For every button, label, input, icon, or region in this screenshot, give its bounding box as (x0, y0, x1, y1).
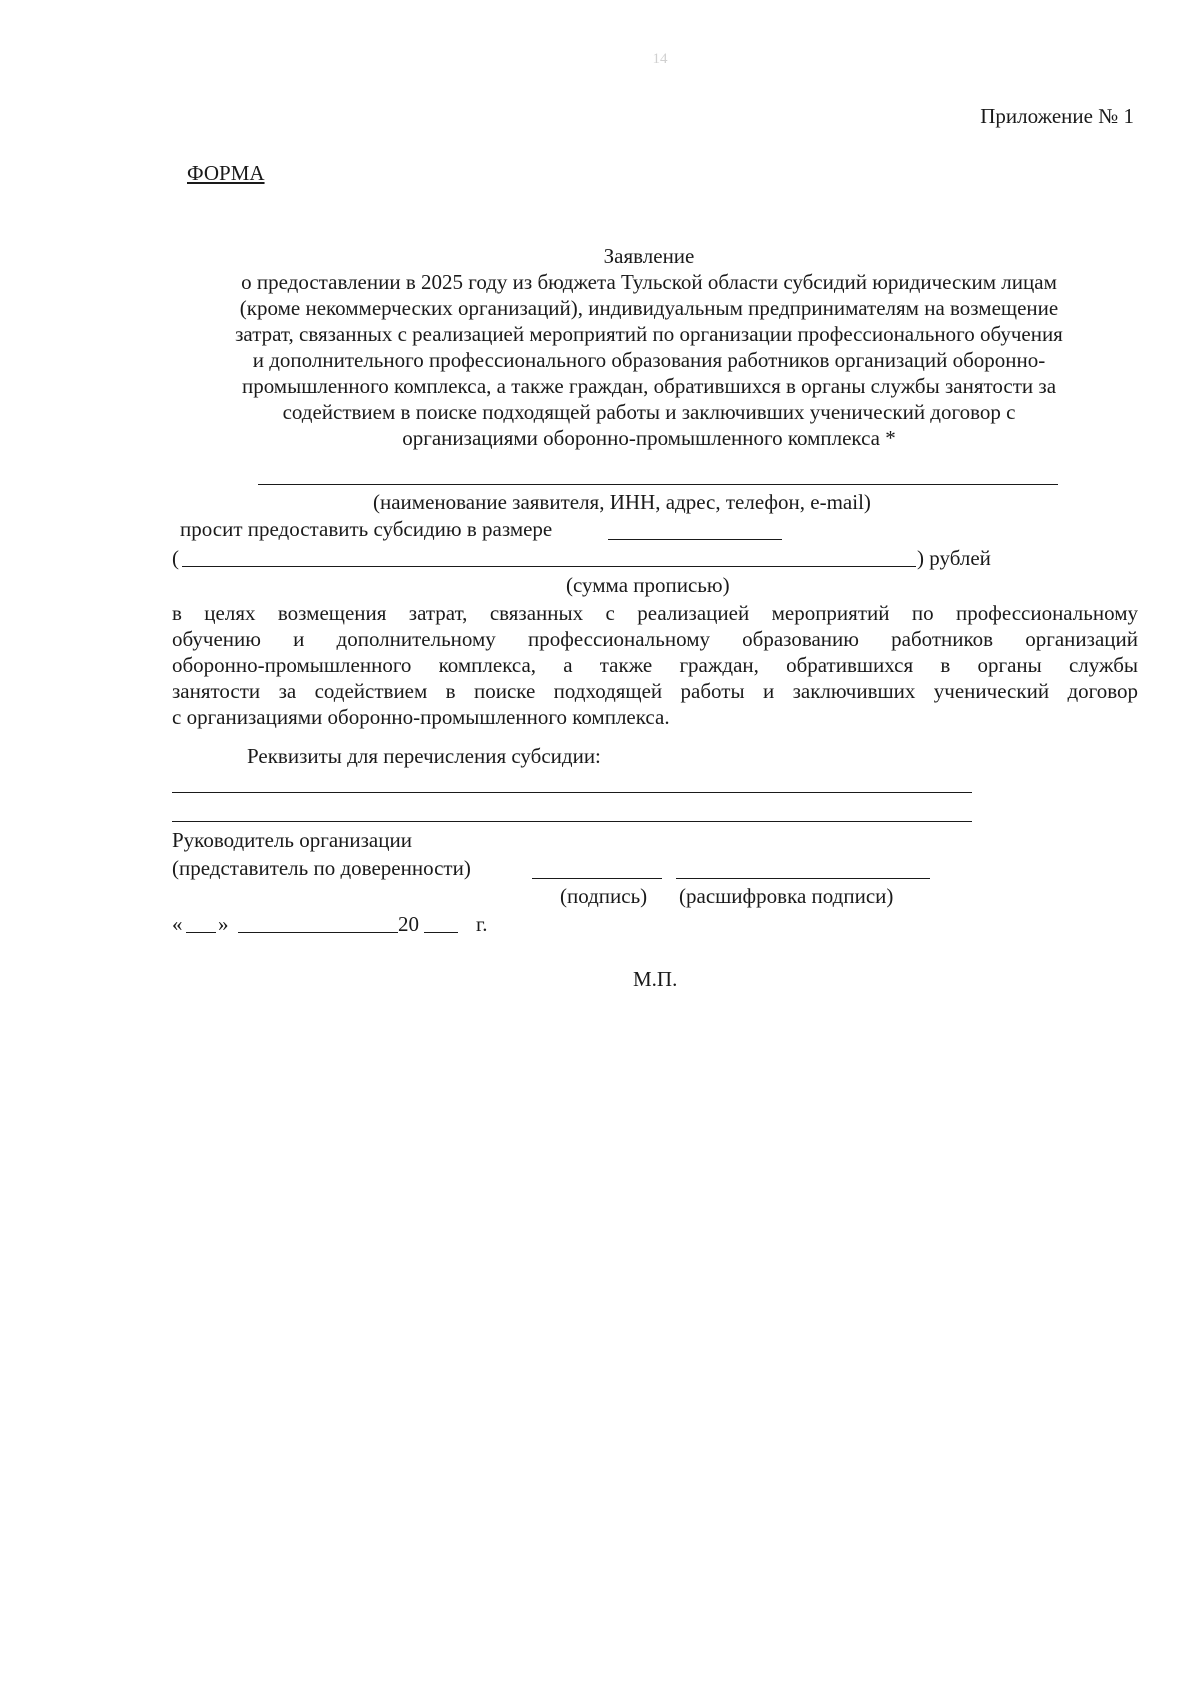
purpose-paragraph (172, 600, 1138, 730)
amount-field-line[interactable] (608, 539, 782, 540)
purpose-line: оборонно-промышленного комплекса, а также граждан, обратившихся в органы службы (172, 653, 1138, 677)
date-day-field-line[interactable] (186, 932, 216, 933)
date-open-quote: « (172, 912, 183, 936)
title-line: содействием в поиске подходящей работы и заключивших ученический договор с (282, 400, 1016, 424)
form-label: ФОРМА (187, 161, 265, 185)
applicant-caption: (наименование заявителя, ИНН, адрес, телефон, e-mail) (373, 490, 871, 514)
title-line: о предоставлении в 2025 году из бюджета Тульской области субсидий юридическим лицам (241, 270, 1057, 294)
date-year-field-line[interactable] (424, 932, 458, 933)
purpose-line: с организациями оборонно-промышленного комплекса. (172, 705, 670, 729)
signature-decode-caption: (расшифровка подписи) (679, 884, 894, 908)
requisites-field-line-2[interactable] (172, 821, 972, 822)
amount-close-paren: ) рублей (917, 546, 991, 570)
signature-decode-field-line[interactable] (676, 878, 930, 879)
title-heading: Заявление (603, 244, 695, 268)
applicant-field-line[interactable] (258, 484, 1058, 485)
date-year-prefix: 20 (398, 912, 419, 936)
document-title (172, 243, 1126, 451)
purpose-line: обучению и дополнительному профессиональному образованию работников организаций (172, 627, 1138, 651)
request-text: просит предоставить субсидию в размере (180, 517, 553, 541)
signature-caption: (подпись) (560, 884, 648, 908)
signature-field-line[interactable] (532, 878, 662, 879)
purpose-line: занятости за содействием в поиске подходящей работы и заключивших ученический договор (172, 679, 1138, 703)
amount-words-field-line[interactable] (182, 566, 916, 567)
date-close-quote: » (218, 912, 229, 936)
date-year-suffix: г. (476, 912, 488, 936)
requisites-field-line-1[interactable] (172, 792, 972, 793)
appendix-label: Приложение № 1 (980, 104, 1134, 128)
amount-open-paren: ( (172, 546, 179, 570)
requisites-label: Реквизиты для перечисления субсидии: (247, 744, 601, 768)
amount-caption: (сумма прописью) (566, 573, 730, 597)
title-line: промышленного комплекса, а также граждан, обратившихся в органы службы занятости за (241, 374, 1057, 398)
representative-title: (представитель по доверенности) (172, 856, 471, 880)
date-month-field-line[interactable] (238, 932, 398, 933)
title-line: затрат, связанных с реализацией мероприятий по организации профессионального обучения (235, 322, 1063, 346)
title-line: (кроме некоммерческих организаций), индивидуальным предпринимателям на возмещение (239, 296, 1059, 320)
title-line: и дополнительного профессионального образования работников организаций оборонно- (252, 348, 1046, 372)
page-number: 14 (652, 51, 668, 67)
title-line: организациями оборонно-промышленного комплекса * (402, 426, 896, 450)
purpose-line: в целях возмещения затрат, связанных с реализацией мероприятий по профессиональному (172, 601, 1138, 625)
head-title: Руководитель организации (172, 828, 412, 852)
stamp-label: М.П. (633, 967, 678, 991)
